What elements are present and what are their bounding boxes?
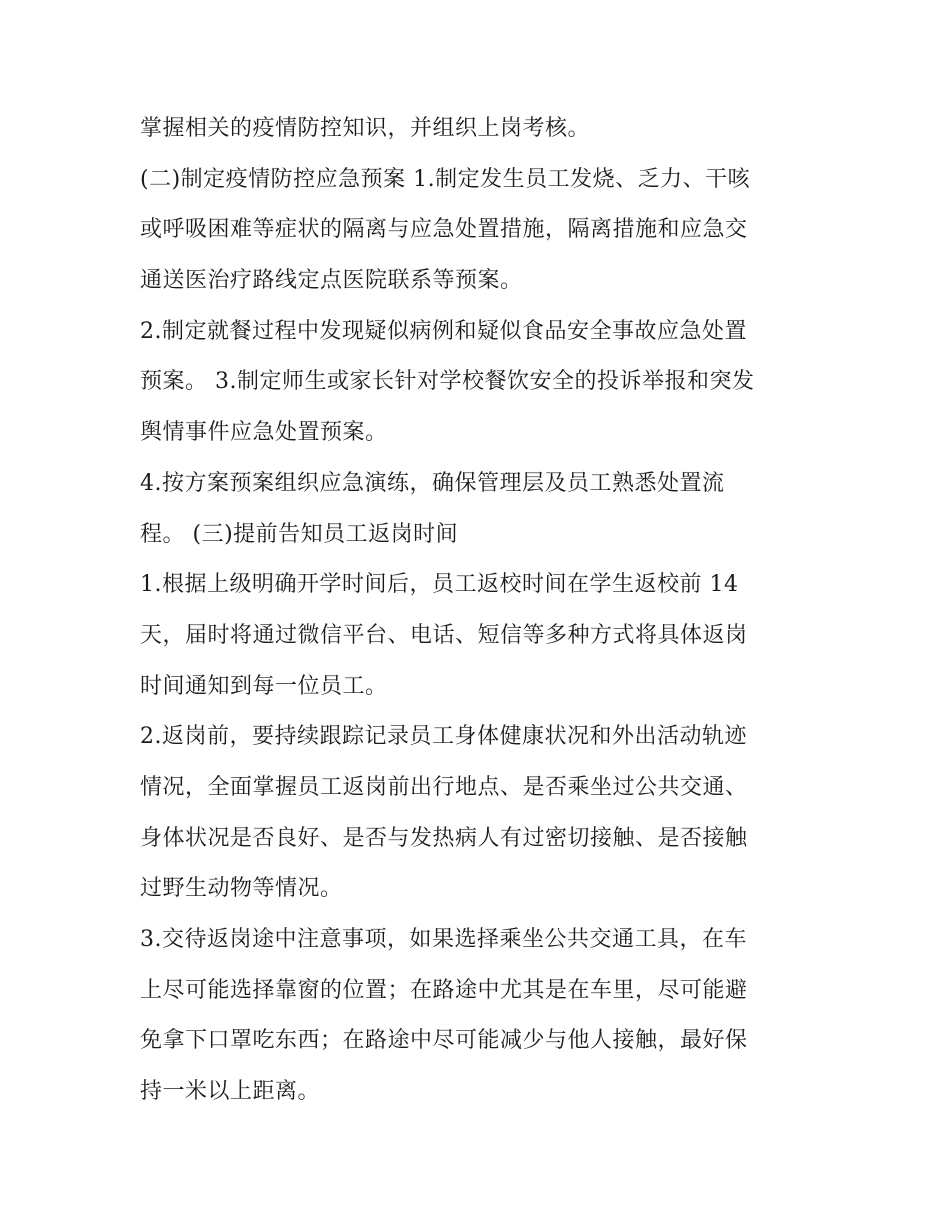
text-line: 时间通知到每一位员工。 <box>140 673 388 699</box>
text-line: 2.返岗前，要持续跟踪记录员工身体健康状况和外出活动轨迹 <box>140 724 747 750</box>
text-line: 身体状况是否良好、是否与发热病人有过密切接触、是否接触 <box>140 825 748 851</box>
text-line: 掌握相关的疫情防控知识，并组织上岗考核。 <box>140 116 591 141</box>
text-line: 天，届时将通过微信平台、电话、短信等多种方式将具体返岗 <box>140 622 748 648</box>
text-line: 3.交待返岗途中注意事项，如果选择乘坐公共交通工具，在车 <box>140 927 747 952</box>
text-line: 预案。 3.制定师生或家长针对学校餐饮安全的投诉举报和突发 <box>140 369 755 395</box>
text-line: 过野生动物等情况。 <box>140 876 343 902</box>
text-line: 免拿下口罩吃东西；在路途中尽可能减少与他人接触，最好保 <box>140 1028 748 1054</box>
text-line: 程。 (三)提前告知员工返岗时间 <box>140 521 459 547</box>
text-line: 上尽可能选择靠窗的位置；在路途中尤其是在车里，尽可能避 <box>140 977 748 1003</box>
text-line: 或呼吸困难等症状的隔离与应急处置措施，隔离措施和应急交 <box>140 217 748 243</box>
text-line: 4.按方案预案组织应急演练，确保管理层及员工熟悉处置流 <box>140 470 725 496</box>
text-line: 舆情事件应急处置预案。 <box>140 420 388 446</box>
document-body <box>140 104 830 1118</box>
text-line: 情况，全面掌握员工返岗前出行地点、是否乘坐过公共交通、 <box>140 774 748 800</box>
text-line: (二)制定疫情防控应急预案 1.制定发生员工发烧、乏力、干咳 <box>140 166 751 192</box>
text-line: 1.根据上级明确开学时间后，员工返校时间在学生返校前 14 <box>140 572 739 598</box>
text-line: 持一米以上距离。 <box>140 1079 321 1105</box>
text-line: 通送医治疗路线定点医院联系等预案。 <box>140 268 523 294</box>
text-line: 2.制定就餐过程中发现疑似病例和疑似食品安全事故应急处置 <box>140 318 747 344</box>
